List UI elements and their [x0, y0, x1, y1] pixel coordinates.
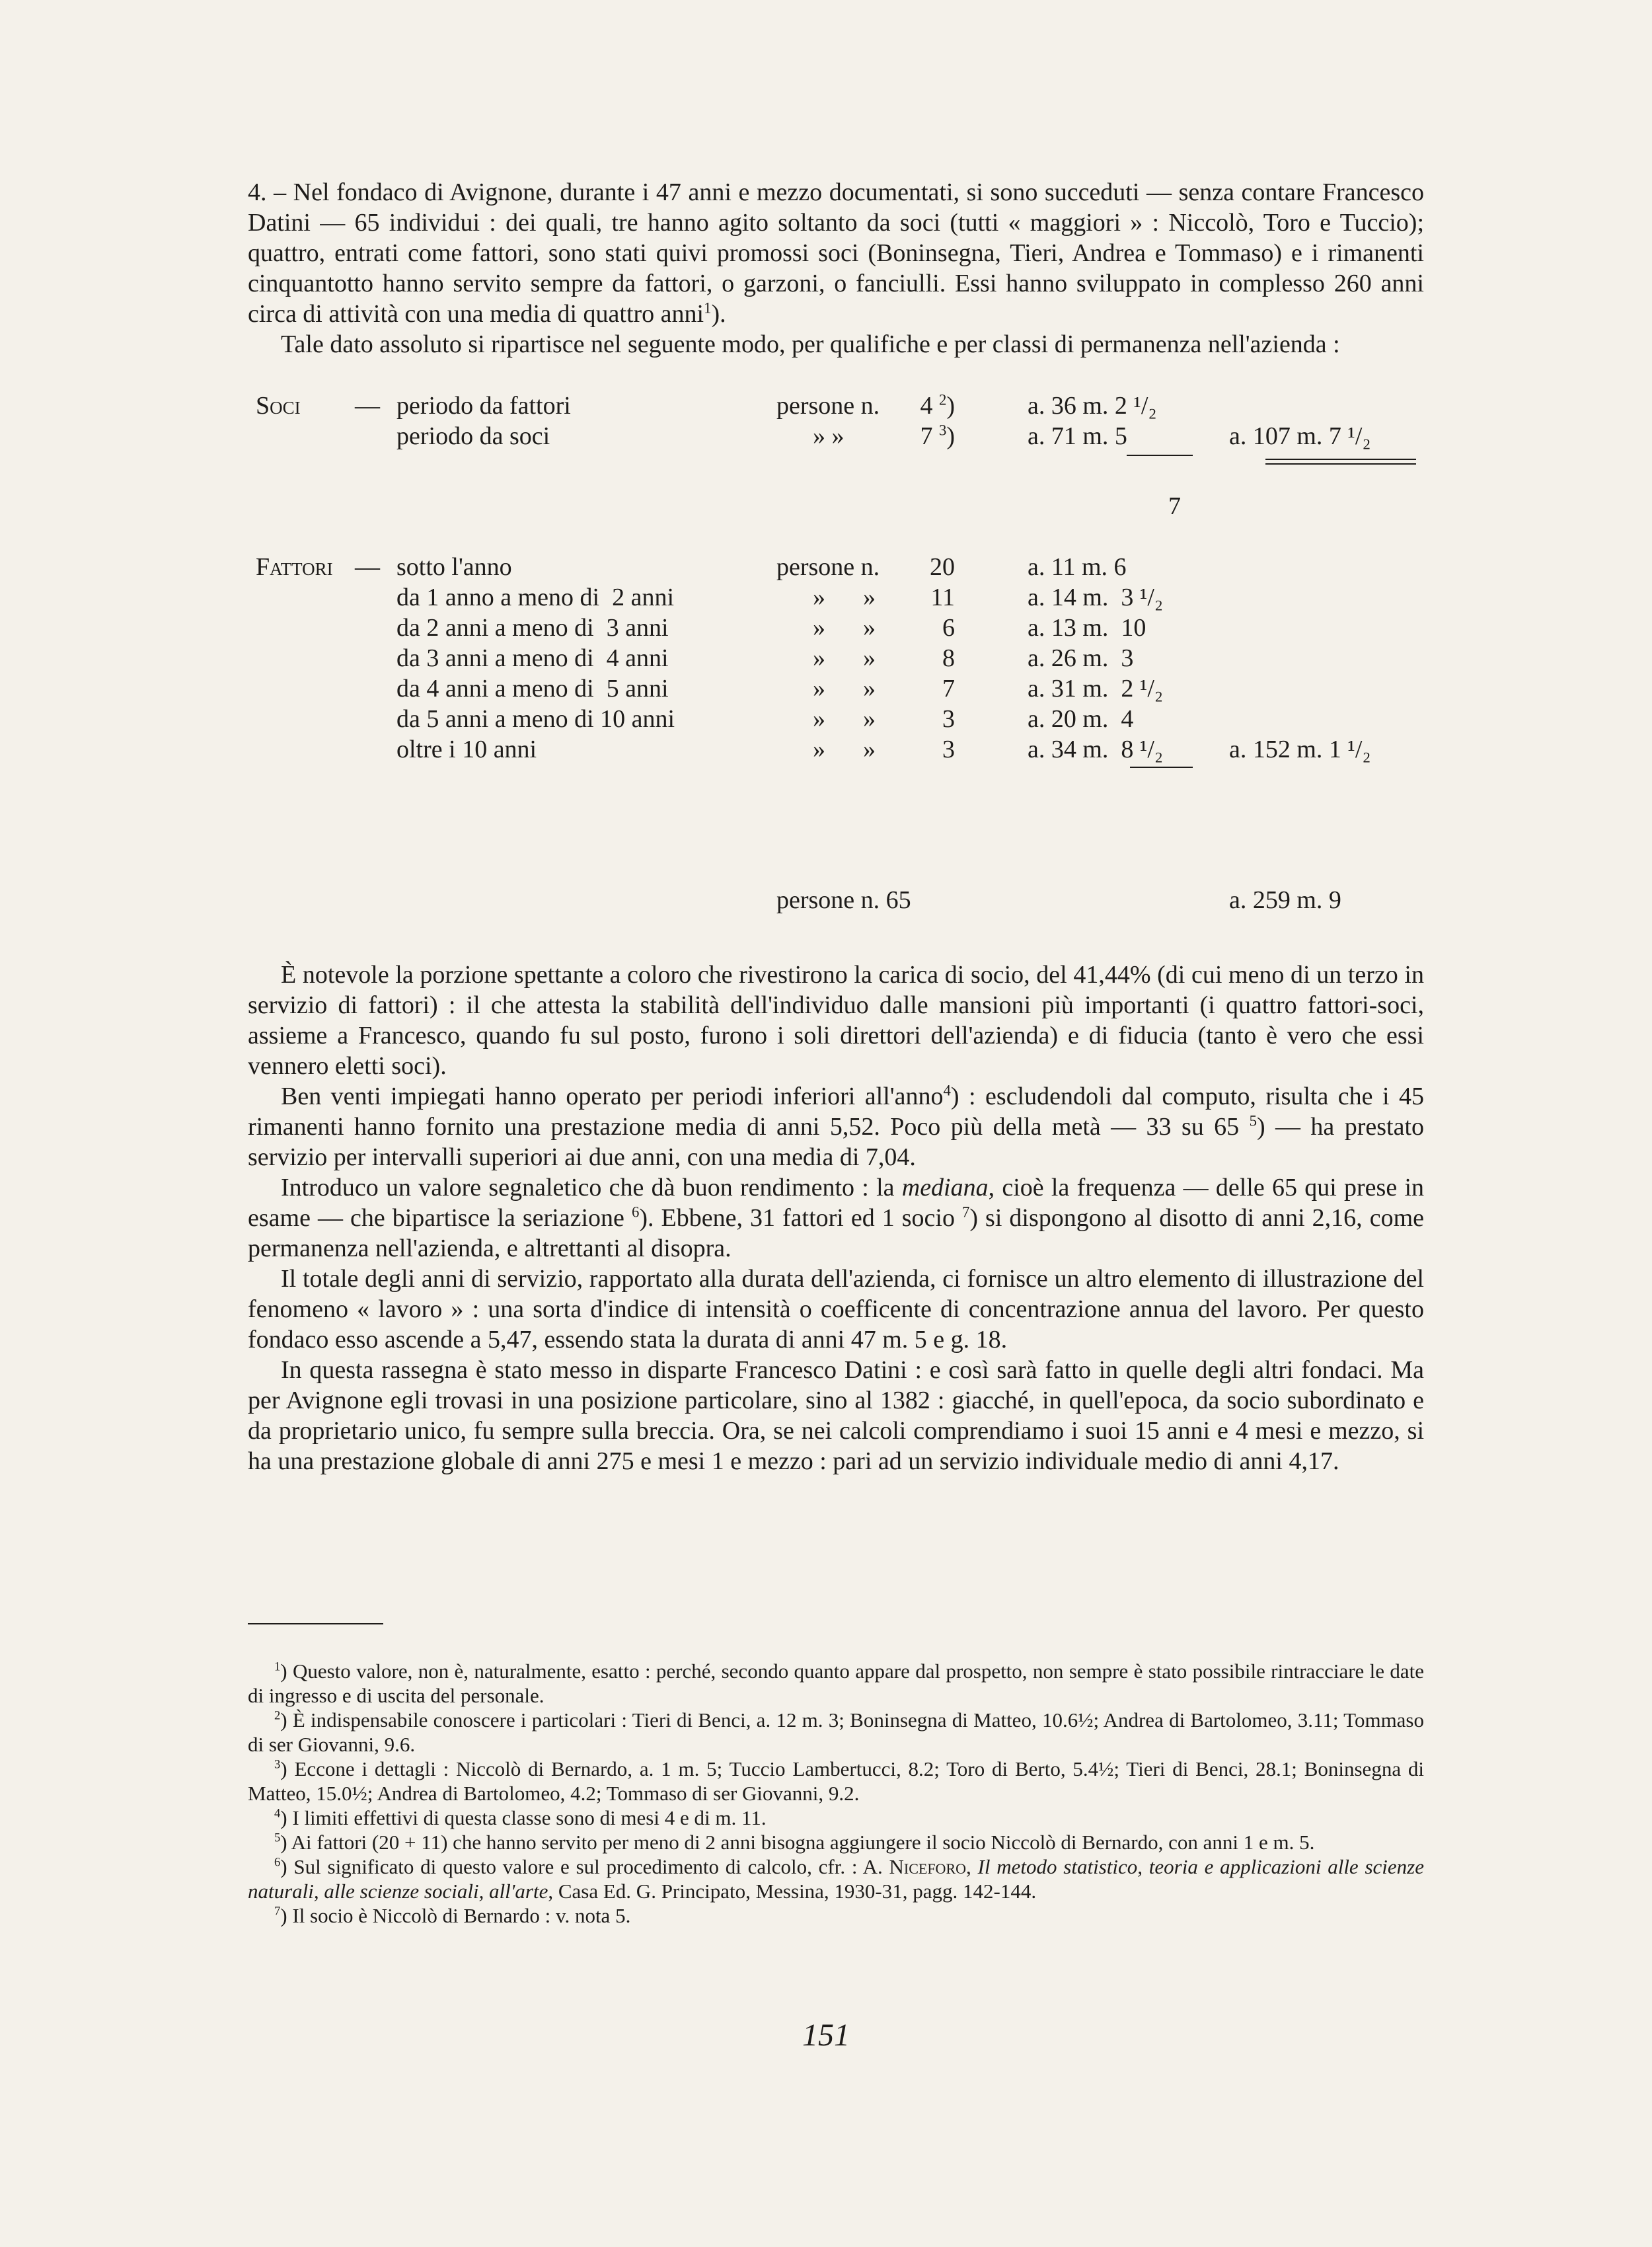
row-label: oltre i 10 anni: [396, 736, 537, 763]
count-cell: 8: [942, 644, 955, 672]
count-cell: 6: [942, 614, 955, 642]
footnote: $^3$) Eccone i dettagli : Niccolò di Bernardo, a. 1 m. 5; Tuccio Lambertucci, 8.2; Toro di Berto, 5.4½; Tieri di Benci, 28.1; Boninsegna di Matteo, 15.0½; Andrea di Bartolomeo, 4.2; Tommaso di ser Giovanni, 9.2.: [248, 1757, 1425, 1805]
footnote: $^4$) I limiti effettivi di questa classe sono di mesi 4 e di m. 11.: [274, 1806, 767, 1829]
footnote-ref[interactable]: 4: [943, 1082, 951, 1099]
paragraph-1: [248, 177, 1424, 329]
table-row: [248, 552, 1424, 583]
author-name: Niceforo: [889, 1855, 967, 1878]
footnote-mark: 5: [274, 1831, 281, 1845]
footnote-separator: [248, 1623, 383, 1624]
dash: —: [355, 553, 380, 581]
persons-label: » »: [813, 644, 876, 672]
paragraph-5: Introduco un valore segnaletico che dà buon rendimento : la mediana, cioè la frequenza — delle 65 qui prese in esame — che bipartisce la seriazione $^6$). Ebbene, 31 fattori ed 1 socio $^7$) si dispongono al disotto di anni 2,16, come permanenza nell'azienda, e altrettanti al disopra.: [248, 1174, 1424, 1262]
footnote-ref[interactable]: 1: [704, 299, 712, 317]
duration-cell: a. 26 m. 3: [1028, 644, 1134, 672]
book-title: Il metodo statistico, teoria e applicazioni alle scienze naturali, alle scienze sociali, all'arte: [248, 1855, 1424, 1903]
row-label: periodo da fattori: [396, 392, 571, 420]
footnote: $^6$) Sul significato di questo valore e sul procedimento di calcolo, cfr. : A. Niceforo, Il metodo statistico, teoria e applicazioni alle scienze naturali, alle scienze sociali, all'arte, Casa Ed. G. Principato, Messina, 1930-31, pagg. 142-144.: [248, 1855, 1424, 1903]
paragraph-1-tail: ).: [711, 300, 726, 328]
duration-cell: a. 36 m. 2 ¹/₂: [1028, 392, 1157, 420]
grand-total-persons: persone n. 65: [776, 886, 911, 914]
footnote: $^5$) Ai fattori (20 + 11) che hanno servito per meno di 2 anni bisogna aggiungere il socio Niccolò di Bernardo, con anni 1 e m. 5.: [274, 1831, 1315, 1854]
row-label: da 5 anni a meno di 10 anni: [396, 705, 675, 733]
table-row: [248, 644, 1424, 674]
persons-label: » »: [813, 422, 845, 450]
row-label: da 3 anni a meno di 4 anni: [396, 644, 669, 672]
underline: [1265, 463, 1416, 465]
count-cell: 7: [942, 675, 955, 703]
table-row: [248, 422, 1424, 452]
persons-label: » »: [813, 736, 876, 763]
persons-label: persone n.: [776, 392, 880, 420]
footnote-ref[interactable]: 7: [961, 1203, 970, 1221]
paragraph-1-text: 4. – Nel fondaco di Avignone, durante i 47 anni e mezzo documentati, si sono succeduti — senza contare Francesco Datini — 65 individui : dei quali, tre hanno agito soltanto da soci (tutti « maggiori » : Niccolò, Toro e Tuccio); quattro, entrati come fattori, sono stati quivi promossi soci (Boninsegna, Tieri, Andrea e Tommaso) e i rimanenti cinquantotto hanno servito sempre da fattori, o garzoni, o fanciulli. Essi hanno sviluppato in complesso 260 anni circa di attività con una media di quattro anni: [248, 178, 1424, 328]
table-row: [248, 391, 1424, 422]
paragraph-2: Tale dato assoluto si ripartisce nel seguente modo, per qualifiche e per classi di permanenza nell'azienda :: [281, 330, 1340, 358]
duration-cell: a. 34 m. 8 ¹/₂: [1028, 736, 1164, 763]
footnote-mark: 6: [274, 1855, 281, 1870]
paragraph-3: È notevole la porzione spettante a coloro che rivestirono la carica di socio, del 41,44% (di cui meno di un terzo in servizio di fattori) : il che attesta la stabilità dell'individuo dalle mansioni più importanti (i quattro fattori-soci, assieme a Francesco, quando fu sul posto, furono i soli direttori dell'azienda) e di fiducia (tanto è vero che essi vennero eletti soci).: [248, 961, 1424, 1080]
row-label: da 1 anno a meno di 2 anni: [396, 584, 675, 611]
row-label: periodo da soci: [396, 422, 550, 450]
underline: [1127, 455, 1193, 456]
underline: [1265, 459, 1416, 460]
count-cell: 20: [930, 553, 955, 581]
footnote-mark: 2: [274, 1708, 281, 1723]
paragraph-7: In questa rassegna è stato messo in disparte Francesco Datini : e così sarà fatto in quelle degli altri fondaci. Ma per Avignone egli trovasi in una posizione particolare, sino al 1382 : giacché, in quell'epoca, da socio subordinato e da proprietario unico, fu sempre sulla breccia. Ora, se nei calcoli comprendiamo i suoi 15 anni e 4 mesi e mezzo, si ha una prestazione globale di anni 275 e mesi 1 e mezzo : pari ad un servizio individuale medio di anni 4,17.: [248, 1356, 1424, 1475]
table-row: [248, 705, 1424, 735]
footnote-mark: 1: [274, 1659, 281, 1674]
duration-cell: a. 13 m. 10: [1028, 614, 1146, 642]
count-cell: 3: [942, 736, 955, 763]
total-cell: a. 152 m. 1 ¹/₂: [1229, 736, 1371, 763]
table-row: [248, 583, 1424, 613]
duration-cell: a. 14 m. 3 ¹/₂: [1028, 584, 1164, 611]
group-label-soci: Soci: [256, 392, 301, 420]
table-row: [248, 613, 1424, 644]
count-cell: 7 $^3$): [920, 422, 955, 450]
table-row: [248, 735, 1424, 765]
duration-cell: a. 71 m. 5: [1028, 422, 1127, 450]
table-row-subtotal: [248, 492, 1424, 522]
main-text: [248, 177, 1424, 786]
underline: [1130, 767, 1193, 768]
page-number: 151: [802, 2018, 850, 2053]
footnote-ref[interactable]: 5: [1249, 1112, 1257, 1129]
duration-cell: a. 31 m. 2 ¹/₂: [1028, 675, 1164, 703]
group-label-fattori: Fattori: [256, 553, 333, 581]
table-row: [248, 674, 1424, 705]
dash: —: [355, 392, 380, 420]
permanence-table: [248, 360, 1424, 786]
row-label: da 2 anni a meno di 3 anni: [396, 614, 669, 642]
footnote-mark: 3: [274, 1757, 281, 1772]
duration-cell: a. 11 m. 6: [1028, 553, 1127, 581]
grand-total-duration: a. 259 m. 9: [1229, 886, 1341, 914]
footnote: $^2$) È indispensabile conoscere i particolari : Tieri di Benci, a. 12 m. 3; Boninsegna di Matteo, 10.6½; Andrea di Bartolomeo, 3.11; Tommaso di ser Giovanni, 9.6.: [248, 1708, 1425, 1756]
paragraph-6: Il totale degli anni di servizio, rapportato alla durata dell'azienda, ci fornisce un altro elemento di illustrazione del fenomeno « lavoro » : una sorta d'indice di intensità o coefficente di concentrazione annua del lavoro. Per questo fondaco esso ascende a 5,47, essendo stata la durata di anni 47 m. 5 e g. 18.: [248, 1265, 1424, 1353]
subtotal-cell: 7: [1168, 492, 1181, 520]
main-text-continued: [248, 960, 1424, 1476]
paragraph-4: Ben venti impiegati hanno operato per periodi inferiori all'anno$^4$) : escludendoli dal computo, risulta che i 45 rimanenti hanno fornito una prestazione media di anni 5,52. Poco più della metà — 33 su 65 $^5$) — ha prestato servizio per intervalli superiori ai due anni, con una media di 7,04.: [248, 1082, 1424, 1171]
footnote: $^1$) Questo valore, non è, naturalmente, esatto : perché, secondo quanto appare dal prospetto, non sempre è stato possibile rintracciare le date di ingresso e di uscita del personale.: [248, 1659, 1424, 1707]
total-cell: a. 107 m. 7 ¹/₂: [1229, 422, 1371, 450]
count-cell: 4 $^2$): [920, 391, 955, 420]
table-row-grand-total: [248, 886, 1424, 916]
duration-cell: a. 20 m. 4: [1028, 705, 1134, 733]
count-cell: 3: [942, 705, 955, 733]
persons-label: persone n.: [776, 553, 880, 581]
footnote-ref[interactable]: 6: [631, 1203, 640, 1221]
footnote-mark: 7: [274, 1904, 281, 1919]
persons-label: » »: [813, 614, 876, 642]
footnote-mark: 4: [274, 1806, 281, 1821]
emphasis: mediana: [901, 1174, 989, 1201]
footnotes: [248, 1659, 1424, 1928]
persons-label: » »: [813, 705, 876, 733]
count-cell: 11: [930, 584, 955, 611]
footnote: $^7$) Il socio è Niccolò di Bernardo : v. nota 5.: [274, 1904, 631, 1927]
persons-label: » »: [813, 584, 876, 611]
row-label: sotto l'anno: [396, 553, 512, 581]
persons-label: » »: [813, 675, 876, 703]
row-label: da 4 anni a meno di 5 anni: [396, 675, 669, 703]
